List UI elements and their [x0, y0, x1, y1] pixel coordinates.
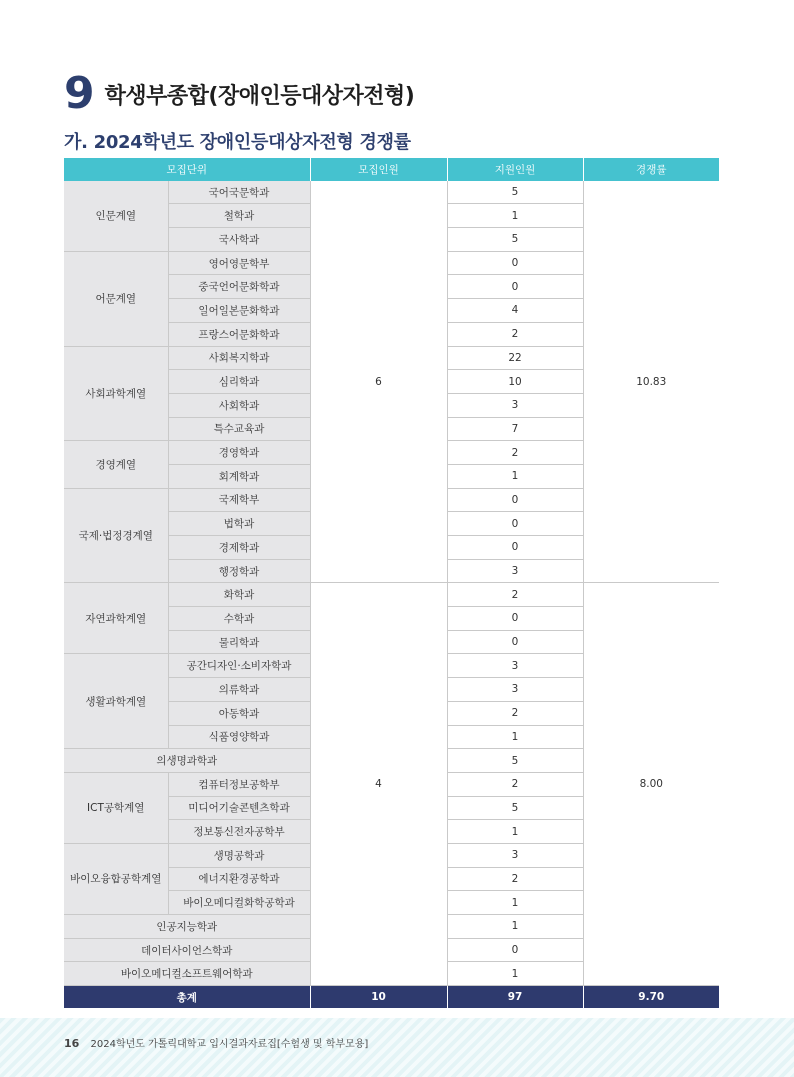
total-applicants: 97 — [447, 986, 583, 1009]
dept-cell: 법학과 — [168, 512, 310, 536]
section-title: 학생부종합(장애인등대상자전형) — [104, 83, 415, 109]
applicants-cell: 2 — [447, 441, 583, 465]
group-cell: 경영계열 — [64, 441, 168, 488]
section-heading — [64, 68, 415, 119]
dept-cell: 경제학과 — [168, 536, 310, 560]
quota-cell: 6 — [310, 181, 447, 583]
header-unit: 모집단위 — [64, 158, 310, 181]
applicants-cell: 5 — [447, 796, 583, 820]
dept-cell: 생명공학과 — [168, 843, 310, 867]
applicants-cell: 2 — [447, 322, 583, 346]
dept-cell: 회계학과 — [168, 464, 310, 488]
applicants-cell: 2 — [447, 701, 583, 725]
header-ratio: 경쟁률 — [583, 158, 719, 181]
applicants-cell: 2 — [447, 583, 583, 607]
total-label: 총계 — [64, 986, 310, 1009]
dept-cell: 국사학과 — [168, 228, 310, 252]
applicants-cell: 0 — [447, 512, 583, 536]
group-cell: 어문계열 — [64, 251, 168, 346]
table-row — [64, 583, 719, 607]
applicants-cell: 1 — [447, 204, 583, 228]
applicants-cell: 0 — [447, 938, 583, 962]
header-applicants: 지원인원 — [447, 158, 583, 181]
group-cell: 국제·법정경계열 — [64, 488, 168, 583]
dept-cell: 아동학과 — [168, 701, 310, 725]
dept-cell: 컴퓨터정보공학부 — [168, 772, 310, 796]
dept-cell: 에너지환경공학과 — [168, 867, 310, 891]
applicants-cell: 0 — [447, 536, 583, 560]
applicants-cell: 3 — [447, 654, 583, 678]
dept-cell: 사회복지학과 — [168, 346, 310, 370]
group-cell: 인문계열 — [64, 181, 168, 252]
ratio-cell: 8.00 — [583, 583, 719, 986]
total-row — [64, 986, 719, 1009]
dept-cell: 경영학과 — [168, 441, 310, 465]
dept-cell: 일어일본문화학과 — [168, 299, 310, 323]
table-subtitle: 가. 2024학년도 장애인등대상자전형 경쟁률 — [64, 132, 411, 153]
applicants-cell: 1 — [447, 820, 583, 844]
dept-cell: 데이터사이언스학과 — [64, 938, 310, 962]
dept-cell: 특수교육과 — [168, 417, 310, 441]
dept-cell: 화학과 — [168, 583, 310, 607]
dept-cell: 사회학과 — [168, 393, 310, 417]
dept-cell: 프랑스어문화학과 — [168, 322, 310, 346]
applicants-cell: 0 — [447, 630, 583, 654]
dept-cell: 인공지능학과 — [64, 915, 310, 939]
applicants-cell: 4 — [447, 299, 583, 323]
dept-cell: 국제학부 — [168, 488, 310, 512]
applicants-cell: 5 — [447, 749, 583, 773]
applicants-cell: 7 — [447, 417, 583, 441]
total-ratio: 9.70 — [583, 986, 719, 1009]
dept-cell: 정보통신전자공학부 — [168, 820, 310, 844]
dept-cell: 공간디자인·소비자학과 — [168, 654, 310, 678]
section-number: 9 — [64, 68, 95, 119]
ratio-cell: 10.83 — [583, 181, 719, 583]
group-cell: 사회과학계열 — [64, 346, 168, 441]
applicants-cell: 0 — [447, 251, 583, 275]
applicants-cell: 1 — [447, 915, 583, 939]
group-cell: 바이오융합공학계열 — [64, 843, 168, 914]
footer-title: 2024학년도 가톨릭대학교 입시결과자료집[수험생 및 학부모용] — [90, 1039, 369, 1050]
dept-cell: 수학과 — [168, 607, 310, 631]
applicants-cell: 3 — [447, 393, 583, 417]
group-cell: 생활과학계열 — [64, 654, 168, 749]
applicants-cell: 0 — [447, 607, 583, 631]
applicants-cell: 22 — [447, 346, 583, 370]
table-body — [64, 181, 719, 1008]
dept-cell: 미디어기술콘텐츠학과 — [168, 796, 310, 820]
dept-cell: 의류학과 — [168, 678, 310, 702]
applicants-cell: 5 — [447, 181, 583, 204]
footer — [64, 1035, 368, 1050]
quota-cell: 4 — [310, 583, 447, 986]
applicants-cell: 5 — [447, 228, 583, 252]
applicants-cell: 10 — [447, 370, 583, 394]
applicants-cell: 3 — [447, 559, 583, 583]
applicants-cell: 1 — [447, 464, 583, 488]
dept-cell: 물리학과 — [168, 630, 310, 654]
dept-cell: 의생명과학과 — [64, 749, 310, 773]
header-quota: 모집인원 — [310, 158, 447, 181]
applicants-cell: 3 — [447, 843, 583, 867]
dept-cell: 바이오메디컬화학공학과 — [168, 891, 310, 915]
dept-cell: 행정학과 — [168, 559, 310, 583]
dept-cell: 중국언어문화학과 — [168, 275, 310, 299]
dept-cell: 철학과 — [168, 204, 310, 228]
dept-cell: 영어영문학부 — [168, 251, 310, 275]
competition-table — [64, 158, 719, 1008]
table-header-row — [64, 158, 719, 181]
dept-cell: 바이오메디컬소프트웨어학과 — [64, 962, 310, 986]
group-cell: 자연과학계열 — [64, 583, 168, 654]
page-number: 16 — [64, 1037, 80, 1050]
dept-cell: 식품영양학과 — [168, 725, 310, 749]
table-row — [64, 181, 719, 204]
total-quota: 10 — [310, 986, 447, 1009]
applicants-cell: 1 — [447, 962, 583, 986]
group-cell: ICT공학계열 — [64, 772, 168, 843]
applicants-cell: 0 — [447, 275, 583, 299]
applicants-cell: 2 — [447, 772, 583, 796]
applicants-cell: 1 — [447, 891, 583, 915]
dept-cell: 국어국문학과 — [168, 181, 310, 204]
applicants-cell: 0 — [447, 488, 583, 512]
applicants-cell: 2 — [447, 867, 583, 891]
applicants-cell: 1 — [447, 725, 583, 749]
dept-cell: 심리학과 — [168, 370, 310, 394]
applicants-cell: 3 — [447, 678, 583, 702]
